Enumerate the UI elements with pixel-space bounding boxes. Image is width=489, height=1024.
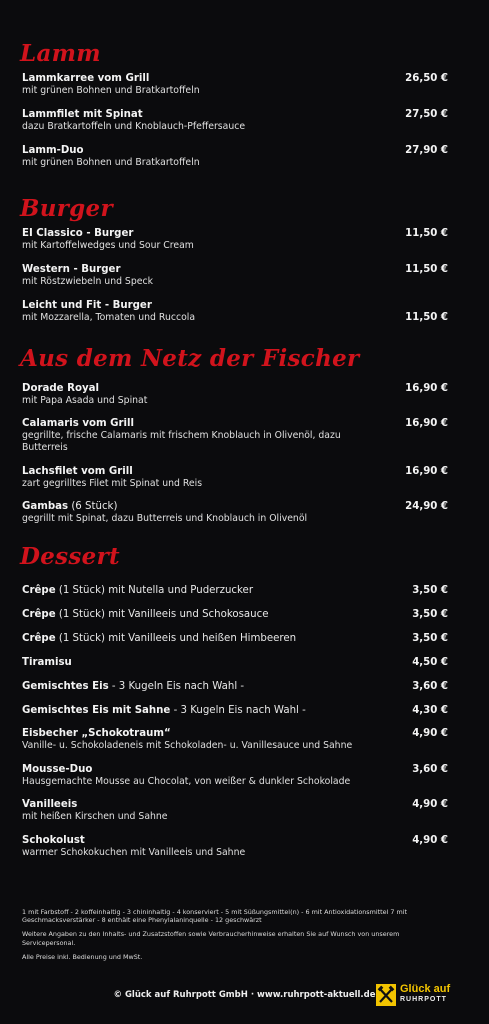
item-name: Tiramisu	[22, 657, 72, 668]
menu-item	[22, 764, 448, 788]
item-price: 16,90 €	[405, 466, 448, 477]
menu-item	[22, 383, 448, 407]
item-desc: dazu Bratkartoffeln und Knoblauch-Pfeffersauce	[22, 121, 246, 132]
item-price: 3,50 €	[412, 585, 448, 596]
menu-item	[22, 657, 448, 669]
item-name: Eisbecher „Schokotraum“	[22, 728, 171, 739]
item-name: Crêpe (1 Stück) mit Nutella und Puderzucker	[22, 585, 254, 596]
section-title-lamm: Lamm	[20, 40, 101, 67]
item-name: Lammkarree vom Grill	[22, 73, 150, 84]
item-price: 4,30 €	[412, 705, 448, 716]
menu-item	[22, 466, 448, 490]
menu-item	[22, 228, 448, 252]
item-price: 3,60 €	[412, 681, 448, 692]
section-title-dessert: Dessert	[20, 543, 120, 570]
menu-item	[22, 73, 448, 97]
item-price: 3,50 €	[412, 609, 448, 620]
item-price: 3,50 €	[412, 633, 448, 644]
section-title-fischer: Aus dem Netz der Fischer	[20, 345, 360, 372]
item-price: 11,50 €	[405, 264, 448, 275]
item-name: Gemischtes Eis mit Sahne - 3 Kugeln Eis nach Wahl -	[22, 705, 306, 716]
info-note: Weitere Angaben zu den Inhalts- und Zusatzstoffen sowie Verbraucherhinweise erhalten Sie auf Wunsch von unserem Servicepersonal.	[22, 930, 400, 947]
brand-logo	[376, 984, 476, 1008]
item-price: 26,50 €	[405, 73, 448, 84]
item-price: 11,50 €	[405, 228, 448, 239]
item-desc: mit Kartoffelwedges und Sour Cream	[22, 240, 194, 251]
item-name: Schokolust	[22, 835, 85, 846]
item-desc: Vanille- u. Schokoladeneis mit Schokoladen- u. Vanillesauce und Sahne	[22, 740, 353, 751]
item-name: Calamaris vom Grill	[22, 418, 134, 429]
logo-text-top: Glück auf	[400, 983, 451, 995]
item-price: 16,90 €	[405, 418, 448, 429]
copyright: © Glück auf Ruhrpott GmbH · www.ruhrpott-aktuell.de	[113, 990, 376, 1000]
additives-note: 1 mit Farbstoff - 2 koffeinhaltig - 3 chininhaltig - 4 konserviert - 5 mit Süßungsmittel(n) - 6 mit Antioxidationsmittel 7 mit Geschmacksverstärker - 8 enthält eine Phenylalaninquelle - 12 geschwärzt	[22, 908, 407, 925]
item-desc: mit Papa Asada und Spinat	[22, 395, 148, 406]
item-name: Gambas (6 Stück)	[22, 501, 118, 512]
item-price: 11,50 €	[405, 312, 448, 323]
item-price: 4,90 €	[412, 728, 448, 739]
item-name: Crêpe (1 Stück) mit Vanilleeis und heißen Himbeeren	[22, 633, 297, 644]
menu-item	[22, 264, 448, 288]
item-desc: Hausgemachte Mousse au Chocolat, von weißer & dunkler Schokolade	[22, 776, 351, 787]
item-name: Crêpe (1 Stück) mit Vanilleeis und Schokosauce	[22, 609, 269, 620]
menu-item	[22, 835, 448, 859]
menu-item	[22, 609, 448, 621]
item-price: 27,50 €	[405, 109, 448, 120]
item-name: Gemischtes Eis - 3 Kugeln Eis nach Wahl -	[22, 681, 245, 692]
item-desc: zart gegrilltes Filet mit Spinat und Reis	[22, 478, 203, 489]
item-price: 16,90 €	[405, 383, 448, 394]
item-desc: mit grünen Bohnen und Bratkartoffeln	[22, 85, 200, 96]
logo-text-bottom: RUHRPOTT	[400, 996, 447, 1003]
item-name: Dorade Royal	[22, 383, 99, 394]
item-price: 24,90 €	[405, 501, 448, 512]
item-price: 4,90 €	[412, 799, 448, 810]
item-price: 4,90 €	[412, 835, 448, 846]
item-name: Vanilleeis	[22, 799, 78, 810]
item-name: Lammfilet mit Spinat	[22, 109, 143, 120]
item-desc: gegrillte, frische Calamaris mit frischem Knoblauch in Olivenöl, dazu Butterreis	[22, 430, 341, 453]
menu-item	[22, 300, 448, 324]
item-desc: warmer Schokokuchen mit Vanilleeis und Sahne	[22, 847, 246, 858]
item-name: Leicht und Fit - Burger	[22, 300, 152, 311]
prices-note: Alle Preise inkl. Bedienung und MwSt.	[22, 952, 143, 961]
item-price: 4,50 €	[412, 657, 448, 668]
item-desc: mit heißen Kirschen und Sahne	[22, 811, 168, 822]
item-name: EI Classico - Burger	[22, 228, 134, 239]
menu-item	[22, 418, 448, 453]
menu-item	[22, 681, 448, 693]
menu-item	[22, 728, 448, 752]
item-desc: mit grünen Bohnen und Bratkartoffeln	[22, 157, 200, 168]
menu-item	[22, 585, 448, 597]
item-price: 27,90 €	[405, 145, 448, 156]
item-name: Western - Burger	[22, 264, 121, 275]
menu-item	[22, 501, 448, 525]
item-desc: gegrillt mit Spinat, dazu Butterreis und Knoblauch in Olivenöl	[22, 513, 308, 524]
item-desc: mit Mozzarella, Tomaten und Ruccola	[22, 312, 196, 323]
menu-item	[22, 109, 448, 133]
item-name: Mousse-Duo	[22, 764, 93, 775]
section-title-burger: Burger	[20, 195, 113, 222]
menu-item	[22, 633, 448, 645]
menu-item	[22, 705, 448, 717]
item-name: Lachsfilet vom Grill	[22, 466, 133, 477]
menu-item	[22, 145, 448, 169]
menu-item	[22, 799, 448, 823]
hammer-pick-icon	[376, 984, 396, 1006]
item-desc: mit Röstzwiebeln und Speck	[22, 276, 153, 287]
item-price: 3,60 €	[412, 764, 448, 775]
item-name: Lamm-Duo	[22, 145, 84, 156]
footer-notes	[22, 908, 452, 967]
